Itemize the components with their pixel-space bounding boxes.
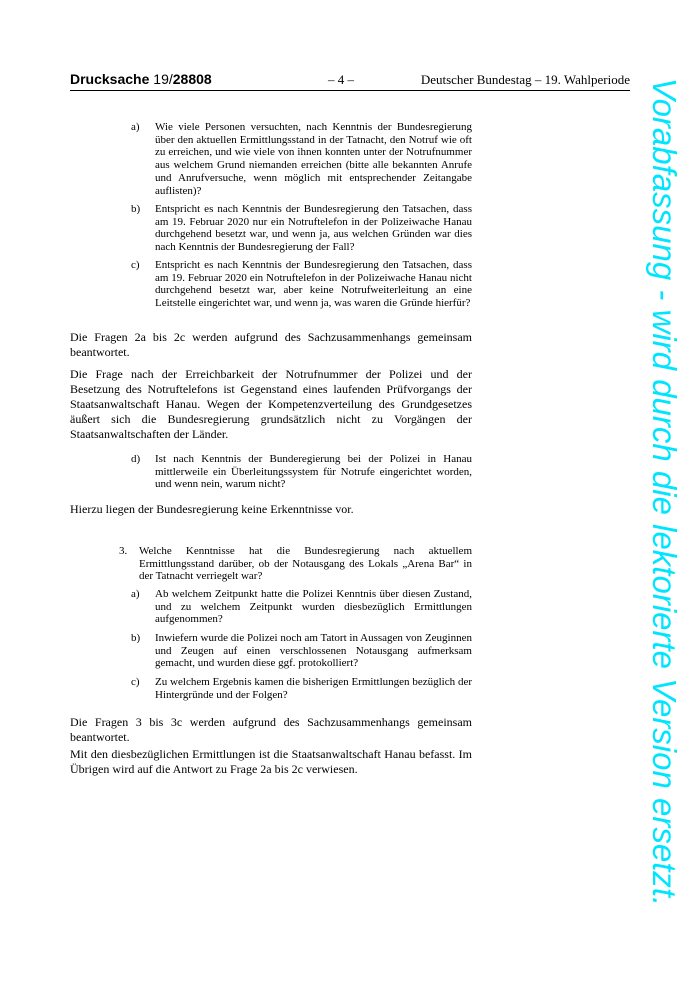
question-label: d): [131, 453, 141, 465]
question-label: b): [131, 203, 141, 215]
document-number: Drucksache 19/28808: [70, 71, 212, 87]
question-text: Wie viele Personen versuchten, nach Kenntnis der Bundesregierung über den aktuellen Ermittlungsstand in der Tatnacht, den Notruf wie oft zu erreichen, und wie viele von ihnen konnten unter der Notrufnummer aus welchem Grund niemanden erreichen (bitte alle bekannten Anrufe und Anrufversuche, wenn möglich mit entsprechender Zeitangabe auflisten)?: [155, 121, 472, 197]
answer-3-body: Mit den diesbezüglichen Ermittlungen ist die Staatsanwaltschaft Hanau befasst. Im Übrigen wird auf die Antwort zu Frage 2a bis 2c verwiesen.: [70, 747, 472, 776]
question-3: [119, 545, 472, 583]
question-label: a): [131, 121, 140, 133]
question-2c: [131, 259, 472, 310]
question-label: c): [131, 259, 140, 271]
question-text: Zu welchem Ergebnis kamen die bisherigen Ermittlungen bezüglich der Hintergründe und der Folgen?: [155, 676, 472, 701]
answer-2-intro: Die Fragen 2a bis 2c werden aufgrund des Sachzusammenhangs gemeinsam beantwortet.: [70, 330, 472, 359]
page-header: [70, 70, 630, 91]
question-text: Entspricht es nach Kenntnis der Bundesregierung den Tatsachen, dass am 19. Februar 2020 nur ein Notruftelefon in der Polizeiwache Hanau durchgehend besetzt war, und wenn ja, aus welchen Gründen war dies nach Kenntnis der Bundesregierung der Fall?: [155, 203, 472, 254]
answer-3-intro: Die Fragen 3 bis 3c werden aufgrund des Sachzusammenhangs gemeinsam beantwortet.: [70, 715, 472, 744]
draft-watermark: Vorabfassung - wird durch die lektorierte Version ersetzt.: [646, 77, 683, 907]
question-text: Ist nach Kenntnis der Bunderegierung bei der Polizei in Hanau mittlerweile ein Überleitungssystem für Notrufe eingerichtet worden, und wenn nein, warum nicht?: [155, 453, 472, 491]
parliament-period: Deutscher Bundestag – 19. Wahlperiode: [420, 72, 630, 87]
question-3a: [131, 588, 472, 626]
question-2a: [131, 121, 472, 197]
question-label: a): [131, 588, 140, 600]
question-label: b): [131, 632, 141, 644]
question-label: 3.: [119, 545, 128, 557]
question-2b: [131, 203, 472, 254]
answer-2d: Hierzu liegen der Bundesregierung keine Erkenntnisse vor.: [70, 502, 354, 516]
question-text: Entspricht es nach Kenntnis der Bundesregierung den Tatsachen, dass am 19. Februar 2020 ein Notruftelefon in der Polizeiwache Hanau nicht durchgehend besetzt war, aber keine Notrufweiterleitung an eine Leitstelle eingerichtet war, und wenn ja, was waren die Gründe hierfür?: [155, 259, 472, 310]
question-label: c): [131, 676, 140, 688]
question-3c: [131, 676, 472, 701]
question-2d: [131, 453, 472, 491]
page-number: – 4 –: [328, 72, 354, 87]
answer-2-body: Die Frage nach der Erreichbarkeit der Notrufnummer der Polizei und der Besetzung des Notruftelefons ist Gegenstand eines laufenden Prüfvorgangs der Staatsanwaltschaft Hanau. Wegen der Kompetenzverteilung des Grundgesetzes äußert sich die Bundesregierung grundsätzlich nicht zu Vorgängen der Staatsanwaltschaften der Länder.: [70, 367, 472, 441]
question-text: Inwiefern wurde die Polizei noch am Tatort in Aussagen von Zeuginnen und Zeugen auf einen verschlossenen Notausgang aufmerksam gemacht, und wurden diese ggf. protokolliert?: [155, 632, 472, 670]
question-3b: [131, 632, 472, 670]
question-text: Welche Kenntnisse hat die Bundesregierung nach aktuellem Ermittlungsstand darüber, ob der Notausgang des Lokals „Arena Bar“ in der Tatnacht verriegelt war?: [139, 545, 472, 583]
question-text: Ab welchem Zeitpunkt hatte die Polizei Kenntnis über diesen Zustand, und zu welchem Zeitpunkt wurden diesbezüglich Ermittlungen aufgenommen?: [155, 588, 472, 626]
